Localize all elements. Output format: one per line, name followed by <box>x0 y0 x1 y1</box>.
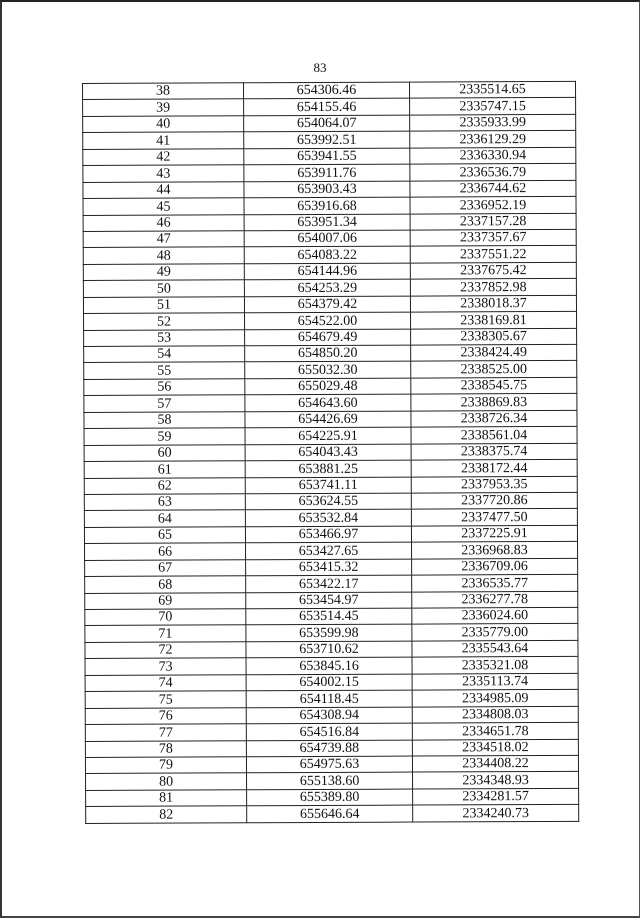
point-number-cell: 79 <box>85 757 246 774</box>
table-row <box>84 344 577 363</box>
y-coordinate-cell: 2336968.83 <box>412 542 578 559</box>
y-coordinate-cell: 2336952.19 <box>410 196 576 213</box>
point-number-cell: 65 <box>84 527 245 544</box>
y-coordinate-cell: 2338525.00 <box>411 361 577 378</box>
x-coordinate-cell: 653466.97 <box>245 526 411 543</box>
point-number-cell: 44 <box>83 181 244 198</box>
table-row <box>83 114 576 133</box>
table-row <box>83 98 576 117</box>
table-row <box>86 805 579 824</box>
point-number-cell: 48 <box>83 247 244 264</box>
point-number-cell: 75 <box>85 691 246 708</box>
point-number-cell: 43 <box>83 165 244 182</box>
x-coordinate-cell: 654225.91 <box>245 427 411 444</box>
y-coordinate-cell: 2335543.64 <box>412 640 578 657</box>
coordinate-table <box>82 81 579 824</box>
x-coordinate-cell: 654253.29 <box>244 279 410 296</box>
point-number-cell: 60 <box>84 444 245 461</box>
x-coordinate-cell: 653532.84 <box>245 509 411 526</box>
point-number-cell: 73 <box>85 658 246 675</box>
y-coordinate-cell: 2336277.78 <box>412 591 578 608</box>
table-row <box>84 311 577 330</box>
table-row <box>83 196 576 215</box>
y-coordinate-cell: 2335113.74 <box>412 673 578 690</box>
y-coordinate-cell: 2337720.86 <box>411 492 577 509</box>
x-coordinate-cell: 655029.48 <box>245 378 411 395</box>
point-number-cell: 77 <box>85 724 246 741</box>
x-coordinate-cell: 654739.88 <box>246 740 412 757</box>
table-row <box>83 180 576 199</box>
point-number-cell: 61 <box>84 461 245 478</box>
y-coordinate-cell: 2334518.02 <box>412 739 578 756</box>
y-coordinate-cell: 2336536.79 <box>410 164 576 181</box>
point-number-cell: 67 <box>85 559 246 576</box>
point-number-cell: 70 <box>85 609 246 626</box>
y-coordinate-cell: 2337675.42 <box>410 262 576 279</box>
table-row <box>85 542 578 561</box>
point-number-cell: 51 <box>83 296 244 313</box>
y-coordinate-cell: 2336129.29 <box>410 131 576 148</box>
point-number-cell: 78 <box>85 740 246 757</box>
point-number-cell: 74 <box>85 675 246 692</box>
table-row <box>84 394 577 413</box>
y-coordinate-cell: 2337852.98 <box>410 279 576 296</box>
point-number-cell: 38 <box>83 83 244 100</box>
table-row <box>83 229 576 248</box>
x-coordinate-cell: 653427.65 <box>246 542 412 559</box>
point-number-cell: 53 <box>84 329 245 346</box>
x-coordinate-cell: 654850.20 <box>245 345 411 362</box>
table-row <box>85 574 578 593</box>
table-row <box>84 525 577 544</box>
table-row <box>84 328 577 347</box>
table-row <box>85 640 578 659</box>
table-row <box>86 788 579 807</box>
point-number-cell: 58 <box>84 412 245 429</box>
table-row <box>85 755 578 774</box>
x-coordinate-cell: 654426.69 <box>245 411 411 428</box>
point-number-cell: 57 <box>84 395 245 412</box>
y-coordinate-cell: 2336330.94 <box>410 147 576 164</box>
y-coordinate-cell: 2336024.60 <box>412 607 578 624</box>
table-row <box>85 607 578 626</box>
table-row <box>84 410 577 429</box>
table-row <box>84 476 577 495</box>
point-number-cell: 56 <box>84 379 245 396</box>
y-coordinate-cell: 2337225.91 <box>411 525 577 542</box>
x-coordinate-cell: 653916.68 <box>244 197 410 214</box>
point-number-cell: 72 <box>85 642 246 659</box>
page-number: 83 <box>313 60 327 75</box>
coordinate-table-body <box>83 81 579 823</box>
table-row <box>85 739 578 758</box>
y-coordinate-cell: 2337357.67 <box>410 229 576 246</box>
table-row <box>83 295 576 314</box>
y-coordinate-cell: 2335747.15 <box>410 98 576 115</box>
y-coordinate-cell: 2335321.08 <box>412 657 578 674</box>
y-coordinate-cell: 2336709.06 <box>412 558 578 575</box>
table-row <box>84 509 577 528</box>
point-number-cell: 63 <box>84 494 245 511</box>
y-coordinate-cell: 2338172.44 <box>411 459 577 476</box>
table-row <box>85 624 578 643</box>
point-number-cell: 39 <box>83 99 244 116</box>
x-coordinate-cell: 653422.17 <box>246 575 412 592</box>
y-coordinate-cell: 2338018.37 <box>410 295 576 312</box>
x-coordinate-cell: 654118.45 <box>246 690 412 707</box>
point-number-cell: 50 <box>83 280 244 297</box>
x-coordinate-cell: 654007.06 <box>244 230 410 247</box>
x-coordinate-cell: 654064.07 <box>244 115 410 132</box>
x-coordinate-cell: 655389.80 <box>247 789 413 806</box>
table-row <box>83 279 576 298</box>
x-coordinate-cell: 654522.00 <box>245 312 411 329</box>
point-number-cell: 66 <box>85 543 246 560</box>
table-row <box>84 377 577 396</box>
point-number-cell: 80 <box>86 773 247 790</box>
table-row <box>85 722 578 741</box>
table-row <box>84 492 577 511</box>
x-coordinate-cell: 653514.45 <box>246 608 412 625</box>
y-coordinate-cell: 2334281.57 <box>413 788 579 805</box>
table-row <box>83 246 576 265</box>
x-coordinate-cell: 653903.43 <box>244 181 410 198</box>
y-coordinate-cell: 2337157.28 <box>410 213 576 230</box>
y-coordinate-cell: 2338561.04 <box>411 427 577 444</box>
table-row <box>84 427 577 446</box>
point-number-cell: 82 <box>86 806 247 823</box>
y-coordinate-cell: 2338545.75 <box>411 377 577 394</box>
point-number-cell: 71 <box>85 625 246 642</box>
table-row <box>85 690 578 709</box>
table-row <box>83 81 576 100</box>
y-coordinate-cell: 2338869.83 <box>411 394 577 411</box>
x-coordinate-cell: 655032.30 <box>245 362 411 379</box>
x-coordinate-cell: 655138.60 <box>247 772 413 789</box>
table-row <box>83 147 576 166</box>
y-coordinate-cell: 2337551.22 <box>410 246 576 263</box>
x-coordinate-cell: 654155.46 <box>244 99 410 116</box>
point-number-cell: 81 <box>86 790 247 807</box>
x-coordinate-cell: 654679.49 <box>245 329 411 346</box>
table-row <box>84 459 577 478</box>
x-coordinate-cell: 653845.16 <box>246 657 412 674</box>
y-coordinate-cell: 2335933.99 <box>410 114 576 131</box>
table-row <box>85 558 578 577</box>
y-coordinate-cell: 2337953.35 <box>411 476 577 493</box>
y-coordinate-cell: 2336535.77 <box>412 574 578 591</box>
point-number-cell: 41 <box>83 132 244 149</box>
table-row <box>83 213 576 232</box>
point-number-cell: 64 <box>84 510 245 527</box>
x-coordinate-cell: 653992.51 <box>244 131 410 148</box>
table-row <box>85 591 578 610</box>
x-coordinate-cell: 653624.55 <box>245 493 411 510</box>
point-number-cell: 47 <box>83 231 244 248</box>
x-coordinate-cell: 654379.42 <box>244 296 410 313</box>
x-coordinate-cell: 654043.43 <box>245 444 411 461</box>
point-number-cell: 49 <box>83 264 244 281</box>
x-coordinate-cell: 653710.62 <box>246 641 412 658</box>
x-coordinate-cell: 653599.98 <box>246 625 412 642</box>
point-number-cell: 69 <box>85 592 246 609</box>
table-row <box>83 262 576 281</box>
table-row <box>84 443 577 462</box>
x-coordinate-cell: 654002.15 <box>246 674 412 691</box>
y-coordinate-cell: 2334808.03 <box>412 706 578 723</box>
y-coordinate-cell: 2338375.74 <box>411 443 577 460</box>
table-row <box>85 673 578 692</box>
y-coordinate-cell: 2338305.67 <box>411 328 577 345</box>
x-coordinate-cell: 655646.64 <box>247 805 413 822</box>
x-coordinate-cell: 653741.11 <box>245 477 411 494</box>
x-coordinate-cell: 653941.55 <box>244 148 410 165</box>
y-coordinate-cell: 2338424.49 <box>411 344 577 361</box>
y-coordinate-cell: 2338726.34 <box>411 410 577 427</box>
point-number-cell: 40 <box>83 116 244 133</box>
y-coordinate-cell: 2334408.22 <box>412 755 578 772</box>
point-number-cell: 52 <box>84 313 245 330</box>
y-coordinate-cell: 2335514.65 <box>409 81 575 98</box>
x-coordinate-cell: 653415.32 <box>246 559 412 576</box>
x-coordinate-cell: 653881.25 <box>245 460 411 477</box>
point-number-cell: 46 <box>83 214 244 231</box>
point-number-cell: 55 <box>84 362 245 379</box>
point-number-cell: 59 <box>84 428 245 445</box>
y-coordinate-cell: 2334348.93 <box>413 772 579 789</box>
y-coordinate-cell: 2334651.78 <box>412 722 578 739</box>
x-coordinate-cell: 654643.60 <box>245 394 411 411</box>
table-row <box>85 657 578 676</box>
x-coordinate-cell: 654144.96 <box>244 263 410 280</box>
y-coordinate-cell: 2336744.62 <box>410 180 576 197</box>
table-row <box>84 361 577 380</box>
x-coordinate-cell: 653951.34 <box>244 214 410 231</box>
y-coordinate-cell: 2335779.00 <box>412 624 578 641</box>
table-row <box>83 164 576 183</box>
x-coordinate-cell: 653911.76 <box>244 164 410 181</box>
table-row <box>83 131 576 150</box>
point-number-cell: 42 <box>83 149 244 166</box>
x-coordinate-cell: 654083.22 <box>244 246 410 263</box>
x-coordinate-cell: 654975.63 <box>246 756 412 773</box>
point-number-cell: 68 <box>85 576 246 593</box>
y-coordinate-cell: 2334240.73 <box>413 805 579 822</box>
table-row <box>85 706 578 725</box>
x-coordinate-cell: 654306.46 <box>244 82 410 99</box>
x-coordinate-cell: 654516.84 <box>246 723 412 740</box>
point-number-cell: 45 <box>83 198 244 215</box>
point-number-cell: 54 <box>84 346 245 363</box>
x-coordinate-cell: 654308.94 <box>246 707 412 724</box>
y-coordinate-cell: 2338169.81 <box>411 311 577 328</box>
point-number-cell: 76 <box>85 707 246 724</box>
x-coordinate-cell: 653454.97 <box>246 592 412 609</box>
y-coordinate-cell: 2337477.50 <box>411 509 577 526</box>
point-number-cell: 62 <box>84 477 245 494</box>
table-row <box>86 772 579 791</box>
y-coordinate-cell: 2334985.09 <box>412 690 578 707</box>
